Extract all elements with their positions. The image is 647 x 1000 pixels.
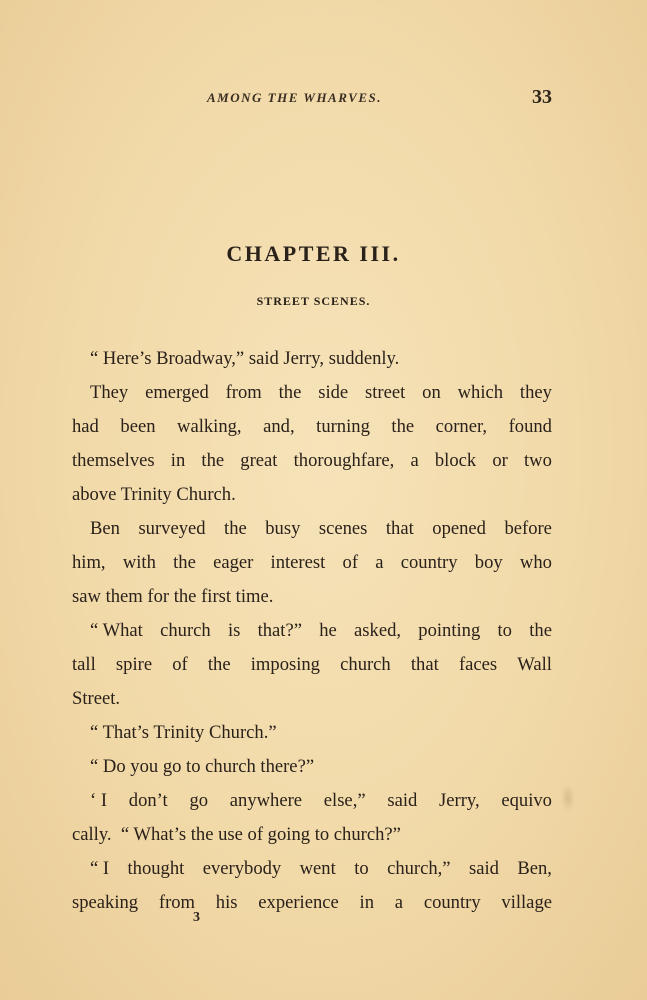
word: corner, [435,416,488,437]
word: “ Here’s Broadway,” said Jerry, suddenly. [90,348,400,369]
text-line [72,478,552,512]
text-line [72,818,552,852]
word: Ben, [517,858,552,879]
word: “ That’s Trinity Church.” [90,722,277,743]
word: walking, [177,416,242,437]
word: Wall [517,654,552,675]
body-text [72,342,552,920]
word: church [340,654,391,675]
word: which [457,382,504,403]
word: the [201,450,225,471]
text-line [72,614,552,648]
word: everybody [202,858,282,879]
word: from [158,892,196,913]
word: eager [213,552,254,573]
word: a [394,892,404,913]
word: They [90,382,129,403]
word: the [173,552,196,573]
word: block [434,450,477,471]
text-line [72,852,552,886]
paper-smudge [561,784,575,812]
word: ‘ I [90,790,108,811]
word: saw them for the first time. [72,586,274,607]
text-line [72,580,552,614]
word: that [410,654,439,675]
word: of [172,654,188,675]
word: that [385,518,414,539]
page-number: 33 [532,86,552,108]
text-line [72,512,552,546]
word: in [359,892,375,913]
word: “ What [90,620,143,641]
word: who [519,552,552,573]
word: two [524,450,552,471]
word: opened [432,518,486,539]
word: church,” [387,858,451,879]
word: surveyed [138,518,206,539]
word: great [240,450,278,471]
word: Ben [90,518,120,539]
word: had [72,416,99,437]
text-line [72,410,552,444]
word: the [207,654,231,675]
text-line [72,750,552,784]
word: went [299,858,336,879]
text-line [72,886,552,920]
word: is [227,620,241,641]
word: said [387,790,418,811]
word: tall [72,654,96,675]
text-line [72,648,552,682]
word: scenes [318,518,368,539]
word: experience [258,892,339,913]
word: the [224,518,247,539]
word: said [468,858,499,879]
word: or [492,450,508,471]
word: with [122,552,156,573]
word: from [225,382,262,403]
word: anywhere [229,790,303,811]
word: don’t [128,790,168,811]
word: Jerry, [439,790,480,811]
word: else,” [323,790,366,811]
word: to [354,858,369,879]
word: that?” [257,620,302,641]
word: street [365,382,406,403]
word: emerged [145,382,209,403]
word: been [120,416,156,437]
word: thoroughfare, [293,450,395,471]
word: and, [263,416,295,437]
word: the [529,620,552,641]
word: him, [72,552,106,573]
word: go [189,790,209,811]
word: to [497,620,512,641]
word: village [501,892,552,913]
word: his [215,892,238,913]
word: faces [458,654,498,675]
word: of [342,552,359,573]
text-line [72,444,552,478]
word: side [318,382,349,403]
word: “ Do you go to church there?” [90,756,315,777]
text-line [72,716,552,750]
chapter-subtitle: STREET SCENES. [256,294,371,308]
word: the [391,416,415,437]
word: a [375,552,384,573]
word: in [170,450,186,471]
word: on [422,382,441,403]
word: church [160,620,211,641]
word: country [423,892,481,913]
word: “ I [90,858,110,879]
word: speaking [72,892,139,913]
text-line [72,376,552,410]
word: equivo [501,790,552,811]
word: themselves [72,450,155,471]
word: Street. [72,688,121,709]
word: before [504,518,552,539]
word: a [410,450,419,471]
word: spire [115,654,153,675]
word: the [278,382,302,403]
running-head: AMONG THE WHARVES. [207,90,382,105]
word: cally. “ What’s the use of going to church?” [72,824,401,845]
word: boy [474,552,503,573]
word: above Trinity Church. [72,484,236,505]
word: busy [265,518,301,539]
word: they [519,382,552,403]
word: found [508,416,552,437]
word: country [400,552,458,573]
word: he [319,620,337,641]
text-line [72,682,552,716]
word: thought [127,858,185,879]
word: turning [316,416,370,437]
chapter-title: CHAPTER III. [226,241,401,266]
text-line [72,342,552,376]
signature-mark: 3 [193,910,200,925]
word: pointing [418,620,481,641]
word: asked, [354,620,402,641]
word: interest [270,552,326,573]
text-line [72,546,552,580]
text-line [72,784,552,818]
word: imposing [250,654,320,675]
